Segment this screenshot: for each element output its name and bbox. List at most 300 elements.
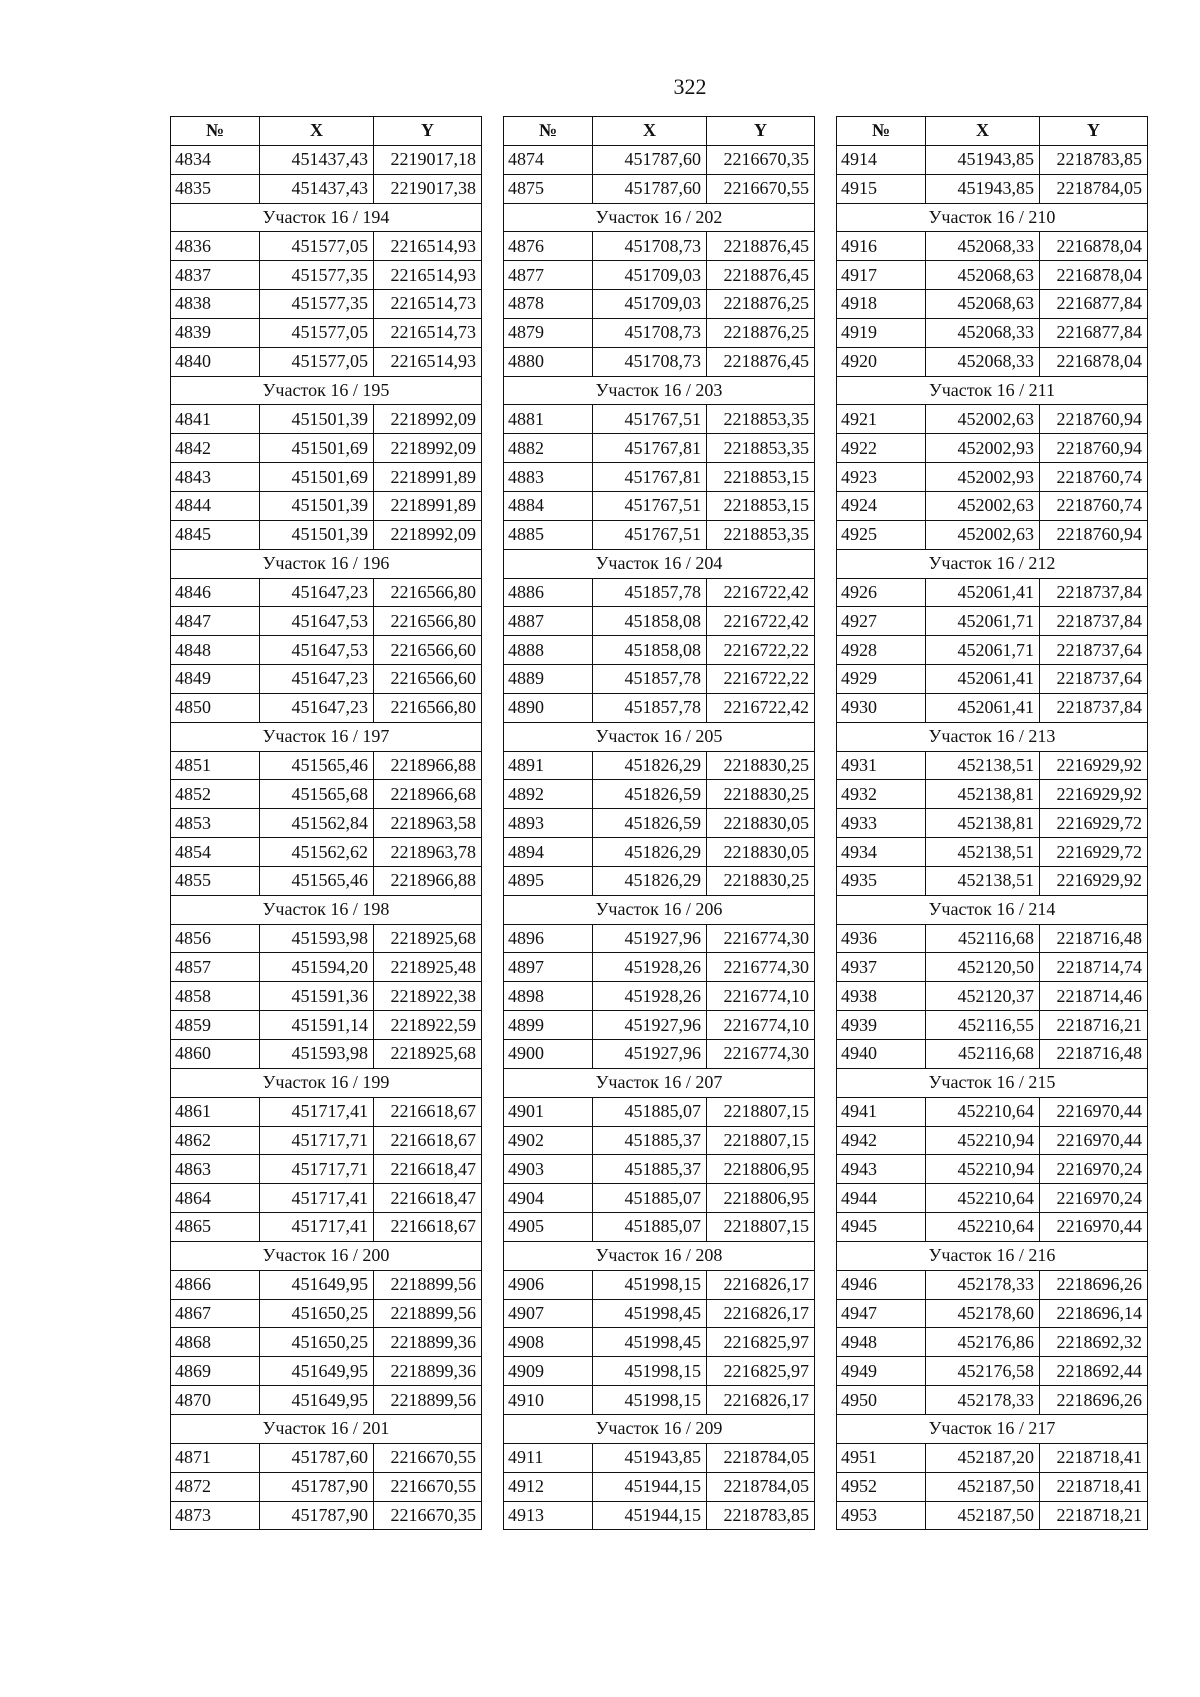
table-row [837, 1472, 1148, 1501]
y-coordinate: 2218966,68 [374, 780, 482, 809]
x-coordinate: 452116,68 [926, 924, 1040, 953]
table-body [171, 145, 482, 1530]
x-coordinate: 451650,25 [260, 1328, 374, 1357]
table-row [837, 174, 1148, 203]
x-coordinate: 451767,51 [593, 520, 707, 549]
table-row [837, 780, 1148, 809]
point-number: 4929 [837, 665, 926, 694]
table-row [504, 780, 815, 809]
x-coordinate: 452178,60 [926, 1299, 1040, 1328]
table-row [171, 953, 482, 982]
y-coordinate: 2216774,30 [707, 1040, 815, 1069]
x-coordinate: 452138,51 [926, 838, 1040, 867]
point-number: 4883 [504, 463, 593, 492]
y-coordinate: 2218692,32 [1040, 1328, 1148, 1357]
y-coordinate: 2216878,04 [1040, 232, 1148, 261]
y-coordinate: 2218784,05 [707, 1443, 815, 1472]
y-coordinate: 2216514,73 [374, 318, 482, 347]
table-row [171, 347, 482, 376]
plot-label: Участок 16 / 195 [171, 376, 482, 405]
point-number: 4927 [837, 607, 926, 636]
point-number: 4949 [837, 1357, 926, 1386]
header-x: X [260, 117, 374, 146]
table-row [504, 866, 815, 895]
y-coordinate: 2218963,58 [374, 809, 482, 838]
table-row [504, 434, 815, 463]
x-coordinate: 452210,64 [926, 1213, 1040, 1242]
table-row [837, 1443, 1148, 1472]
x-coordinate: 451857,78 [593, 578, 707, 607]
point-number: 4834 [171, 145, 260, 174]
point-number: 4839 [171, 318, 260, 347]
point-number: 4926 [837, 578, 926, 607]
point-number: 4932 [837, 780, 926, 809]
point-number: 4911 [504, 1443, 593, 1472]
table-row [504, 232, 815, 261]
x-coordinate: 451437,43 [260, 145, 374, 174]
plot-header-row [171, 1241, 482, 1270]
x-coordinate: 452116,55 [926, 1011, 1040, 1040]
x-coordinate: 452187,50 [926, 1501, 1040, 1530]
table-row [837, 520, 1148, 549]
x-coordinate: 451709,03 [593, 290, 707, 319]
table-row [171, 751, 482, 780]
point-number: 4843 [171, 463, 260, 492]
table-row [837, 1155, 1148, 1184]
point-number: 4861 [171, 1097, 260, 1126]
x-coordinate: 451885,37 [593, 1155, 707, 1184]
y-coordinate: 2218966,88 [374, 751, 482, 780]
x-coordinate: 452002,63 [926, 520, 1040, 549]
x-coordinate: 451928,26 [593, 982, 707, 1011]
x-coordinate: 451787,60 [593, 174, 707, 203]
point-number: 4938 [837, 982, 926, 1011]
point-number: 4848 [171, 636, 260, 665]
plot-header-row [171, 1414, 482, 1443]
table-row [504, 1299, 815, 1328]
plot-header-row [504, 549, 815, 578]
table-row [171, 636, 482, 665]
table-row [504, 520, 815, 549]
table-row [504, 1040, 815, 1069]
point-number: 4869 [171, 1357, 260, 1386]
x-coordinate: 451577,35 [260, 290, 374, 319]
plot-label: Участок 16 / 209 [504, 1414, 815, 1443]
y-coordinate: 2216774,30 [707, 953, 815, 982]
table-row [171, 1472, 482, 1501]
y-coordinate: 2218692,44 [1040, 1357, 1148, 1386]
x-coordinate: 451717,71 [260, 1126, 374, 1155]
x-coordinate: 452210,64 [926, 1184, 1040, 1213]
y-coordinate: 2216722,22 [707, 636, 815, 665]
x-coordinate: 451858,08 [593, 607, 707, 636]
point-number: 4863 [171, 1155, 260, 1184]
x-coordinate: 451928,26 [593, 953, 707, 982]
y-coordinate: 2216722,42 [707, 693, 815, 722]
point-number: 4908 [504, 1328, 593, 1357]
table-row [504, 1501, 815, 1530]
point-number: 4901 [504, 1097, 593, 1126]
x-coordinate: 451927,96 [593, 924, 707, 953]
point-number: 4924 [837, 491, 926, 520]
table-row [837, 1270, 1148, 1299]
table-row [504, 491, 815, 520]
plot-header-row [171, 1068, 482, 1097]
point-number: 4892 [504, 780, 593, 809]
table-row [504, 953, 815, 982]
y-coordinate: 2218696,26 [1040, 1270, 1148, 1299]
table-row [504, 1155, 815, 1184]
y-coordinate: 2216722,42 [707, 578, 815, 607]
x-coordinate: 451885,07 [593, 1213, 707, 1242]
y-coordinate: 2216970,44 [1040, 1126, 1148, 1155]
y-coordinate: 2218830,05 [707, 838, 815, 867]
x-coordinate: 451717,71 [260, 1155, 374, 1184]
point-number: 4948 [837, 1328, 926, 1357]
y-coordinate: 2216618,67 [374, 1126, 482, 1155]
y-coordinate: 2216970,44 [1040, 1213, 1148, 1242]
point-number: 4939 [837, 1011, 926, 1040]
y-coordinate: 2218783,85 [707, 1501, 815, 1530]
table-row [837, 1040, 1148, 1069]
x-coordinate: 451858,08 [593, 636, 707, 665]
table-row [837, 261, 1148, 290]
point-number: 4866 [171, 1270, 260, 1299]
point-number: 4864 [171, 1184, 260, 1213]
table-row [504, 1386, 815, 1415]
y-coordinate: 2218737,84 [1040, 693, 1148, 722]
table-row [171, 463, 482, 492]
y-coordinate: 2216970,44 [1040, 1097, 1148, 1126]
y-coordinate: 2216826,17 [707, 1386, 815, 1415]
point-number: 4923 [837, 463, 926, 492]
x-coordinate: 451717,41 [260, 1184, 374, 1213]
x-coordinate: 451647,23 [260, 578, 374, 607]
x-coordinate: 451943,85 [926, 145, 1040, 174]
plot-header-row [171, 895, 482, 924]
table-row [504, 693, 815, 722]
y-coordinate: 2218876,45 [707, 347, 815, 376]
x-coordinate: 451565,68 [260, 780, 374, 809]
plot-header-row [504, 722, 815, 751]
table-row [171, 1443, 482, 1472]
plot-label: Участок 16 / 211 [837, 376, 1148, 405]
x-coordinate: 452210,94 [926, 1126, 1040, 1155]
y-coordinate: 2218876,25 [707, 318, 815, 347]
point-number: 4872 [171, 1472, 260, 1501]
point-number: 4931 [837, 751, 926, 780]
y-coordinate: 2216670,35 [707, 145, 815, 174]
y-coordinate: 2218696,26 [1040, 1386, 1148, 1415]
y-coordinate: 2218963,78 [374, 838, 482, 867]
table-row [171, 1328, 482, 1357]
point-number: 4905 [504, 1213, 593, 1242]
y-coordinate: 2218806,95 [707, 1155, 815, 1184]
header-number: № [171, 117, 260, 146]
point-number: 4867 [171, 1299, 260, 1328]
point-number: 4897 [504, 953, 593, 982]
x-coordinate: 451885,07 [593, 1184, 707, 1213]
table-row [171, 780, 482, 809]
point-number: 4840 [171, 347, 260, 376]
x-coordinate: 451562,62 [260, 838, 374, 867]
point-number: 4941 [837, 1097, 926, 1126]
coordinates-table-3 [836, 116, 1148, 1530]
x-coordinate: 452002,63 [926, 405, 1040, 434]
point-number: 4951 [837, 1443, 926, 1472]
table-row [837, 1299, 1148, 1328]
x-coordinate: 451594,20 [260, 953, 374, 982]
x-coordinate: 451501,39 [260, 491, 374, 520]
y-coordinate: 2218760,74 [1040, 463, 1148, 492]
y-coordinate: 2216670,55 [707, 174, 815, 203]
x-coordinate: 451826,29 [593, 838, 707, 867]
point-number: 4934 [837, 838, 926, 867]
y-coordinate: 2218760,94 [1040, 405, 1148, 434]
y-coordinate: 2218925,68 [374, 924, 482, 953]
plot-header-row [171, 203, 482, 232]
point-number: 4893 [504, 809, 593, 838]
point-number: 4935 [837, 866, 926, 895]
y-coordinate: 2218899,56 [374, 1386, 482, 1415]
x-coordinate: 451649,95 [260, 1357, 374, 1386]
x-coordinate: 451562,84 [260, 809, 374, 838]
point-number: 4885 [504, 520, 593, 549]
table-row [171, 1213, 482, 1242]
plot-header-row [171, 722, 482, 751]
y-coordinate: 2216618,47 [374, 1155, 482, 1184]
table-row [171, 1155, 482, 1184]
header-number: № [837, 117, 926, 146]
x-coordinate: 452068,33 [926, 347, 1040, 376]
x-coordinate: 451767,81 [593, 463, 707, 492]
x-coordinate: 451885,07 [593, 1097, 707, 1126]
table-row [171, 1386, 482, 1415]
point-number: 4933 [837, 809, 926, 838]
y-coordinate: 2216970,24 [1040, 1184, 1148, 1213]
plot-label: Участок 16 / 199 [171, 1068, 482, 1097]
x-coordinate: 452116,68 [926, 1040, 1040, 1069]
coordinates-table-1 [170, 116, 482, 1530]
table-row [504, 1184, 815, 1213]
y-coordinate: 2218899,36 [374, 1357, 482, 1386]
point-number: 4907 [504, 1299, 593, 1328]
plot-label: Участок 16 / 215 [837, 1068, 1148, 1097]
point-number: 4936 [837, 924, 926, 953]
x-coordinate: 451944,15 [593, 1472, 707, 1501]
point-number: 4900 [504, 1040, 593, 1069]
table-row [837, 1011, 1148, 1040]
x-coordinate: 451649,95 [260, 1270, 374, 1299]
x-coordinate: 452061,71 [926, 607, 1040, 636]
y-coordinate: 2218807,15 [707, 1213, 815, 1242]
x-coordinate: 451565,46 [260, 751, 374, 780]
table-row [837, 578, 1148, 607]
x-coordinate: 451593,98 [260, 924, 374, 953]
x-coordinate: 452187,50 [926, 1472, 1040, 1501]
plot-label: Участок 16 / 207 [504, 1068, 815, 1097]
plot-header-row [504, 895, 815, 924]
table-row [837, 1386, 1148, 1415]
x-coordinate: 452178,33 [926, 1270, 1040, 1299]
table-row [171, 693, 482, 722]
point-number: 4910 [504, 1386, 593, 1415]
plot-header-row [837, 1414, 1148, 1443]
y-coordinate: 2218806,95 [707, 1184, 815, 1213]
x-coordinate: 451998,45 [593, 1299, 707, 1328]
point-number: 4914 [837, 145, 926, 174]
y-coordinate: 2218737,64 [1040, 665, 1148, 694]
x-coordinate: 451998,15 [593, 1386, 707, 1415]
header-x: X [926, 117, 1040, 146]
point-number: 4876 [504, 232, 593, 261]
table-row [504, 1270, 815, 1299]
x-coordinate: 451857,78 [593, 693, 707, 722]
point-number: 4845 [171, 520, 260, 549]
y-coordinate: 2218830,25 [707, 780, 815, 809]
point-number: 4952 [837, 1472, 926, 1501]
point-number: 4906 [504, 1270, 593, 1299]
point-number: 4857 [171, 953, 260, 982]
point-number: 4870 [171, 1386, 260, 1415]
page-number: 322 [673, 74, 707, 99]
y-coordinate: 2216618,67 [374, 1097, 482, 1126]
table-row [504, 1357, 815, 1386]
point-number: 4903 [504, 1155, 593, 1184]
plot-label: Участок 16 / 196 [171, 549, 482, 578]
y-coordinate: 2218876,25 [707, 290, 815, 319]
x-coordinate: 452061,41 [926, 578, 1040, 607]
plot-header-row [837, 203, 1148, 232]
y-coordinate: 2218922,59 [374, 1011, 482, 1040]
point-number: 4918 [837, 290, 926, 319]
header-row [837, 117, 1148, 146]
y-coordinate: 2216825,97 [707, 1328, 815, 1357]
table-row [504, 463, 815, 492]
x-coordinate: 451647,23 [260, 665, 374, 694]
y-coordinate: 2218737,64 [1040, 636, 1148, 665]
table-body [504, 145, 815, 1530]
point-number: 4920 [837, 347, 926, 376]
table-row [504, 665, 815, 694]
table-row [171, 520, 482, 549]
x-coordinate: 451787,90 [260, 1472, 374, 1501]
y-coordinate: 2218853,35 [707, 434, 815, 463]
table-row [504, 751, 815, 780]
x-coordinate: 451944,15 [593, 1501, 707, 1530]
y-coordinate: 2218992,09 [374, 520, 482, 549]
x-coordinate: 451927,96 [593, 1040, 707, 1069]
x-coordinate: 451943,85 [926, 174, 1040, 203]
y-coordinate: 2216877,84 [1040, 290, 1148, 319]
x-coordinate: 452068,33 [926, 232, 1040, 261]
table-row [171, 1097, 482, 1126]
table-row [504, 1472, 815, 1501]
y-coordinate: 2216670,35 [374, 1501, 482, 1530]
point-number: 4875 [504, 174, 593, 203]
x-coordinate: 452120,50 [926, 953, 1040, 982]
point-number: 4898 [504, 982, 593, 1011]
point-number: 4849 [171, 665, 260, 694]
x-coordinate: 451647,53 [260, 607, 374, 636]
table-row [171, 290, 482, 319]
header-row [171, 117, 482, 146]
plot-label: Участок 16 / 201 [171, 1414, 482, 1443]
point-number: 4881 [504, 405, 593, 434]
point-number: 4847 [171, 607, 260, 636]
y-coordinate: 2216878,04 [1040, 347, 1148, 376]
table-row [837, 838, 1148, 867]
point-number: 4852 [171, 780, 260, 809]
point-number: 4836 [171, 232, 260, 261]
y-coordinate: 2218966,88 [374, 866, 482, 895]
table-row [837, 491, 1148, 520]
table-row [171, 924, 482, 953]
table-row [171, 174, 482, 203]
x-coordinate: 452176,58 [926, 1357, 1040, 1386]
table-row [837, 953, 1148, 982]
point-number: 4917 [837, 261, 926, 290]
table-row [504, 290, 815, 319]
point-number: 4860 [171, 1040, 260, 1069]
plot-label: Участок 16 / 212 [837, 549, 1148, 578]
table-row [837, 145, 1148, 174]
point-number: 4887 [504, 607, 593, 636]
plot-header-row [837, 895, 1148, 924]
table-row [504, 838, 815, 867]
y-coordinate: 2216929,92 [1040, 866, 1148, 895]
point-number: 4868 [171, 1328, 260, 1357]
table-row [171, 866, 482, 895]
x-coordinate: 452068,63 [926, 261, 1040, 290]
plot-header-row [837, 376, 1148, 405]
table-row [504, 318, 815, 347]
table-row [837, 463, 1148, 492]
x-coordinate: 452138,81 [926, 809, 1040, 838]
plot-header-row [171, 376, 482, 405]
table-row [171, 261, 482, 290]
plot-label: Участок 16 / 210 [837, 203, 1148, 232]
y-coordinate: 2216566,80 [374, 578, 482, 607]
plot-header-row [504, 376, 815, 405]
x-coordinate: 451717,41 [260, 1097, 374, 1126]
y-coordinate: 2216618,67 [374, 1213, 482, 1242]
y-coordinate: 2218718,41 [1040, 1472, 1148, 1501]
y-coordinate: 2218696,14 [1040, 1299, 1148, 1328]
plot-label: Участок 16 / 194 [171, 203, 482, 232]
x-coordinate: 452187,20 [926, 1443, 1040, 1472]
table-row [504, 174, 815, 203]
x-coordinate: 451787,90 [260, 1501, 374, 1530]
x-coordinate: 451717,41 [260, 1213, 374, 1242]
x-coordinate: 451787,60 [260, 1443, 374, 1472]
point-number: 4899 [504, 1011, 593, 1040]
table-row [837, 751, 1148, 780]
plot-label: Участок 16 / 202 [504, 203, 815, 232]
plot-label: Участок 16 / 216 [837, 1241, 1148, 1270]
table-body [837, 145, 1148, 1530]
point-number: 4904 [504, 1184, 593, 1213]
x-coordinate: 451647,53 [260, 636, 374, 665]
point-number: 4854 [171, 838, 260, 867]
y-coordinate: 2218714,46 [1040, 982, 1148, 1011]
plot-header-row [837, 549, 1148, 578]
y-coordinate: 2216929,92 [1040, 780, 1148, 809]
x-coordinate: 452178,33 [926, 1386, 1040, 1415]
table-row [504, 1126, 815, 1155]
table-row [171, 838, 482, 867]
y-coordinate: 2216566,60 [374, 665, 482, 694]
